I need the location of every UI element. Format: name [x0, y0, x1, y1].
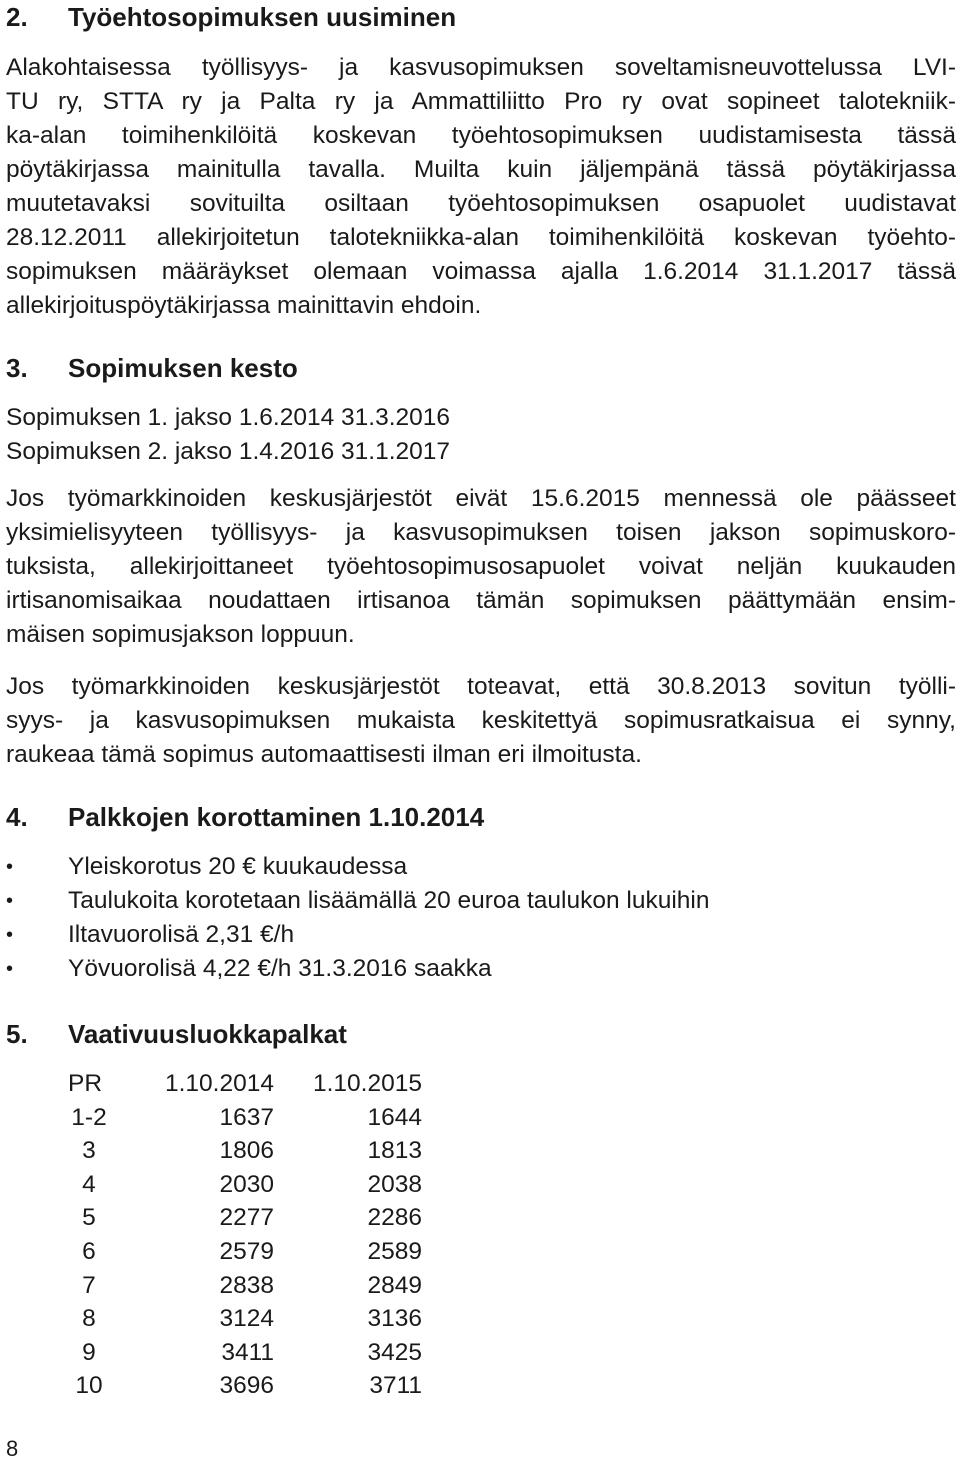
- paragraph-line: pöytäkirjassa mainitulla tavalla. Muilta kuin jäljempänä tässä pöytäkirjassa: [6, 156, 956, 183]
- paragraph-line: allekirjoituspöytäkirjassa mainittavin ehdoin.: [6, 292, 482, 319]
- section-number: 4.: [6, 802, 28, 832]
- paragraph-line: tuksista, allekirjoittaneet työehtosopimusosapuolet voivat neljän kuukauden: [6, 553, 956, 580]
- table-row: [68, 1201, 422, 1235]
- bullet-icon: •: [6, 890, 14, 912]
- table-cell: 2286: [367, 1204, 422, 1232]
- table-header: PR: [68, 1070, 103, 1097]
- section-number: 5.: [6, 1019, 28, 1049]
- table-header: 1.10.2015: [313, 1070, 422, 1097]
- bullet-icon: •: [6, 924, 14, 946]
- section-title: Sopimuksen kesto: [68, 353, 298, 383]
- table-cell: 6: [82, 1237, 96, 1265]
- paragraph-line: raukeaa tämä sopimus automaattisesti ilman eri ilmoitusta.: [6, 741, 642, 768]
- paragraph-line: syys- ja kasvusopimuksen mukaista keskitettyä sopimusratkaisua ei synny,: [6, 707, 956, 734]
- table-cell: 8: [82, 1305, 96, 1333]
- contract-period-2: Sopimuksen 2. jakso 1.4.2016 31.1.2017: [6, 438, 451, 465]
- section-3-paragraph-2: [6, 670, 956, 772]
- paragraph-line: sopimuksen määräykset olemaan voimassa ajalla 1.6.2014 31.1.2017 tässä: [6, 258, 956, 285]
- paragraph-line: TU ry, STTA ry ja Palta ry ja Ammattiliitto Pro ry ovat sopineet talotekniik-: [6, 88, 956, 115]
- section-title: Palkkojen korottaminen 1.10.2014: [68, 802, 485, 832]
- list-item: [6, 918, 710, 952]
- table-cell: 3411: [221, 1338, 274, 1366]
- list-item-text: Iltavuorolisä 2,31 €/h: [68, 921, 295, 948]
- paragraph-line: irtisanomisaikaa noudattaen irtisanoa tämän sopimuksen päättymään ensim-: [6, 587, 956, 614]
- table-cell: 5: [82, 1204, 96, 1232]
- section-number: 2.: [6, 2, 28, 32]
- table-cell: 3711: [369, 1372, 422, 1400]
- table-cell: 10: [75, 1372, 103, 1400]
- table-cell: 1806: [219, 1137, 274, 1165]
- paragraph-line: yksimielisyyteen työllisyys- ja kasvusopimuksen toisen jakson sopimuskoro-: [6, 519, 956, 546]
- table-cell: 3696: [219, 1372, 274, 1400]
- list-item-text: Yleiskorotus 20 € kuukaudessa: [68, 853, 408, 880]
- table-row: [68, 1302, 422, 1336]
- paragraph-line: mäisen sopimusjakson loppuun.: [6, 621, 355, 648]
- contract-period-1: Sopimuksen 1. jakso 1.6.2014 31.3.2016: [6, 404, 451, 431]
- raise-list: [6, 850, 710, 986]
- table-cell: 3136: [367, 1305, 422, 1333]
- table-cell: 3: [82, 1137, 96, 1165]
- table-cell: 2838: [219, 1271, 274, 1299]
- table-row: [68, 1336, 422, 1370]
- table-cell: 1813: [367, 1137, 422, 1165]
- list-item: [6, 952, 710, 986]
- section-title: Työehtosopimuksen uusiminen: [68, 2, 457, 32]
- table-cell: 1-2: [71, 1103, 107, 1131]
- table-header-row: [68, 1067, 422, 1101]
- table-cell: 1637: [219, 1103, 274, 1131]
- paragraph-line: Alakohtaisessa työllisyys- ja kasvusopimuksen soveltamisneuvottelussa LVI-: [6, 54, 956, 81]
- paragraph-line: muutetavaksi sovituilta osiltaan työehtosopimuksen osapuolet uudistavat: [6, 190, 956, 217]
- table-cell: 2277: [219, 1204, 274, 1232]
- table-cell: 2579: [219, 1237, 274, 1265]
- table-cell: 2038: [367, 1170, 422, 1198]
- table-cell: 2589: [367, 1237, 422, 1265]
- section-number: 3.: [6, 353, 28, 383]
- section-2-paragraph: [6, 51, 956, 323]
- table-header: 1.10.2014: [165, 1070, 274, 1097]
- bullet-icon: •: [6, 856, 14, 878]
- paragraph-line: Jos työmarkkinoiden keskusjärjestöt eivät 15.6.2015 mennessä ole päässeet: [6, 485, 956, 512]
- pay-table-wrapper: [6, 1067, 422, 1403]
- table-cell: 1644: [367, 1103, 422, 1131]
- table-row: [68, 1235, 422, 1269]
- table-cell: 3124: [219, 1305, 274, 1333]
- list-item-text: Taulukoita korotetaan lisäämällä 20 euroa taulukon lukuihin: [68, 887, 710, 914]
- table-row: [68, 1269, 422, 1303]
- table-cell: 9: [82, 1338, 96, 1366]
- section-4-heading: [6, 800, 484, 834]
- paragraph-line: Jos työmarkkinoiden keskusjärjestöt toteavat, että 30.8.2013 sovitun työlli-: [6, 673, 956, 700]
- paragraph-line: 28.12.2011 allekirjoitetun talotekniikka-alan toimihenkilöitä koskevan työehto-: [6, 224, 956, 251]
- table-row: [68, 1101, 422, 1135]
- table-row: [68, 1168, 422, 1202]
- pay-table: [68, 1067, 422, 1403]
- section-5-heading: [6, 1017, 347, 1051]
- list-item-text: Yövuorolisä 4,22 €/h 31.3.2016 saakka: [68, 955, 492, 982]
- page-number: 8: [6, 1436, 19, 1461]
- table-cell: 4: [82, 1170, 96, 1198]
- table-cell: 7: [82, 1271, 96, 1299]
- paragraph-line: ka-alan toimihenkilöitä koskevan työehtosopimuksen uudistamisesta tässä: [6, 122, 956, 149]
- section-2-heading: [6, 0, 456, 34]
- bullet-icon: •: [6, 958, 14, 980]
- table-cell: 3425: [367, 1338, 422, 1366]
- table-row: [68, 1369, 422, 1403]
- table-cell: 2030: [219, 1170, 274, 1198]
- list-item: [6, 850, 710, 884]
- section-3-heading: [6, 351, 298, 385]
- section-title: Vaativuusluokkapalkat: [68, 1019, 347, 1049]
- table-cell: 2849: [367, 1271, 422, 1299]
- table-row: [68, 1134, 422, 1168]
- list-item: [6, 884, 710, 918]
- section-3-paragraph-1: [6, 482, 956, 652]
